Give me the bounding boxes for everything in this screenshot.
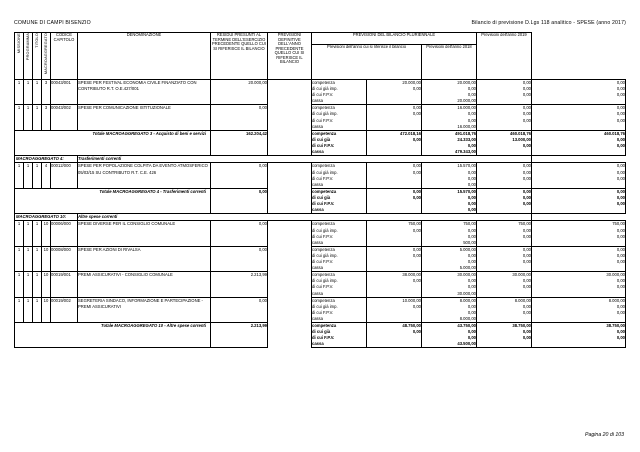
cell-prev-anno: 20.000,00 0,00 0,00 20.000,00 [422, 80, 477, 105]
col-header-missione: MISSIONE [15, 33, 24, 80]
cell-titolo: 1 [33, 246, 42, 271]
cell-macro: 3 [42, 80, 51, 105]
cell-missione: 1 [15, 272, 24, 297]
cell-prev-def: 0,00 0,00 [367, 105, 422, 130]
section-title: MACROAGGREGATO 10: [15, 214, 78, 221]
col-header-macroaggregato: MACROAGGREGATO [42, 33, 51, 80]
cell-prev-2018: 0,00 0,00 0,00 [477, 246, 532, 271]
col-header-prev-2019: Previsioni dell'anno 2019 [477, 33, 532, 80]
document-header [14, 20, 626, 26]
cell-prev-anno: 15.570,00 0,00 0,00 0,00 [422, 163, 477, 188]
cell-missione: 1 [15, 163, 24, 188]
cell-denominazione: SPESE PER COMUNICAZIONE ISTITUZIONALE [78, 105, 211, 130]
budget-table [14, 32, 626, 348]
total-prev-def: 48.750,00 0,00 [367, 322, 422, 347]
cell-titolo: 1 [33, 272, 42, 297]
cell-titolo: 1 [33, 297, 42, 322]
cell-residui: 0,00 [211, 105, 268, 130]
header-document-title: Bilancio di previsione D.Lgs 118 analitico - SPESE (anno 2017) [471, 20, 626, 26]
cell-programma: 1 [24, 80, 33, 105]
cell-prev-def: 0,00 0,00 [367, 163, 422, 188]
cell-codice: 00008/000 [51, 246, 78, 271]
cell-spacer [268, 246, 312, 271]
cell-titolo: 1 [33, 163, 42, 188]
cell-residui: 2.213,99 [211, 272, 268, 297]
cell-prev-def: 20.000,00 0,00 [367, 80, 422, 105]
cell-prev-2019: 30.000,00 0,00 0,00 [532, 272, 626, 297]
cell-prev-2019: 0,00 0,00 0,00 [532, 246, 626, 271]
cell-macro: 10 [42, 221, 51, 246]
cell-prev-anno: 30.000,00 0,00 0,00 30.000,00 [422, 272, 477, 297]
table-row [15, 163, 626, 188]
cell-sublabels: competenza di cui già imp. di cui F.P.V. cassa [312, 272, 367, 297]
total-prev-2019: 38.750,00 0,00 0,00 [532, 322, 626, 347]
col-header-residui: RESIDUI PRESUNTI AL TERMINE DELL'ESERCIZIO PRECEDENTE QUELLO CUI SI RIFERISCE IL BILANCIO [211, 33, 268, 80]
cell-titolo: 1 [33, 221, 42, 246]
cell-prev-2019: 750,00 0,00 0,00 [532, 221, 626, 246]
cell-sublabels: competenza di cui già imp. di cui F.P.V. cassa [312, 221, 367, 246]
cell-prev-def: 10.000,00 0,00 [367, 297, 422, 322]
total-prev-anno: 43.750,00 0,00 0,00 43.500,00 [422, 322, 477, 347]
col-header-pluriennale: PREVISIONI DEL BILANCIO PLURIENNALE [312, 33, 477, 45]
cell-residui: 0,00 [211, 163, 268, 188]
table-header-row-1 [15, 33, 626, 45]
total-sublabels: competenza di cui già di cui F.P.V. cassa [312, 322, 367, 347]
table-row [15, 105, 626, 130]
cell-residui: 20.000,00 [211, 80, 268, 105]
cell-macro: 10 [42, 297, 51, 322]
cell-macro: 3 [42, 105, 51, 130]
section-title: MACROAGGREGATO 4: [15, 156, 78, 163]
cell-prev-2018: 0,00 0,00 0,00 [477, 163, 532, 188]
cell-denominazione: SPESE PER POPOLAZIONE COLPITA DA EVENTO ATMOSFERICO 05/03/15 SU CONTRIBUTO R.T. C.E. 426 [78, 163, 211, 188]
cell-denominazione: SPESE DIVERSE PER IL CONSIGLIO COMUNALE [78, 221, 211, 246]
section-subtitle: Altre spese correnti [78, 214, 532, 221]
col-header-prev-anno: Previsioni dell'anno cui si riferisce il bilancio [312, 45, 422, 80]
cell-spacer [268, 130, 312, 155]
total-row-macro4 [15, 188, 626, 213]
cell-sublabels: competenza di cui già imp. di cui F.P.V. cassa [312, 297, 367, 322]
cell-programma: 1 [24, 221, 33, 246]
total-residui: 0,00 [211, 188, 268, 213]
cell-missione: 1 [15, 221, 24, 246]
total-residui: 2.213,99 [211, 322, 268, 347]
total-prev-2019: 460.018,76 0,00 0,00 [532, 130, 626, 155]
table-row [15, 80, 626, 105]
cell-prev-2019: 0,00 0,00 0,00 [532, 80, 626, 105]
total-residui: 162.204,42 [211, 130, 268, 155]
total-prev-def: 472.018,16 0,00 [367, 130, 422, 155]
cell-spacer [268, 322, 312, 347]
cell-prev-def: 0,00 0,00 [367, 246, 422, 271]
table-row [15, 272, 626, 297]
cell-missione: 1 [15, 246, 24, 271]
cell-sublabels: competenza di cui già imp. di cui F.P.V. cassa [312, 105, 367, 130]
cell-programma: 1 [24, 163, 33, 188]
cell-prev-2018: 0,00 0,00 0,00 [477, 105, 532, 130]
cell-prev-anno: 8.000,00 0,00 0,00 8.000,00 [422, 297, 477, 322]
cell-programma: 1 [24, 272, 33, 297]
col-header-programma: PROGRAMMA [24, 33, 33, 80]
cell-prev-def: 38.000,00 0,00 [367, 272, 422, 297]
cell-prev-anno: 16.000,00 0,00 0,00 16.000,00 [422, 105, 477, 130]
total-row-macro10 [15, 322, 626, 347]
cell-prev-2019: 0,00 0,00 0,00 [532, 105, 626, 130]
cell-prev-2019: 8.000,00 0,00 0,00 [532, 297, 626, 322]
cell-missione: 1 [15, 105, 24, 130]
cell-prev-2018: 8.000,00 0,00 0,00 [477, 297, 532, 322]
cell-prev-2018: 0,00 0,00 0,00 [477, 80, 532, 105]
col-header-denominazione: DENOMINAZIONE [78, 33, 211, 80]
cell-prev-def: 750,00 0,00 [367, 221, 422, 246]
cell-spacer [268, 221, 312, 246]
cell-codice: 00006/000 [51, 221, 78, 246]
total-prev-def: 0,00 0,00 [367, 188, 422, 213]
cell-codice: 00019/002 [51, 297, 78, 322]
cell-programma: 1 [24, 297, 33, 322]
col-header-codice-capitolo: CODICE CAPITOLO [51, 33, 78, 80]
cell-residui: 0,00 [211, 221, 268, 246]
cell-spacer [268, 297, 312, 322]
cell-denominazione: SPESE PER AZIONI DI RIVALSA [78, 246, 211, 271]
total-prev-anno: 491.018,76 24.333,00 0,00 479.343,00 [422, 130, 477, 155]
page-number: Pagina 20 di 103 [585, 432, 624, 438]
cell-missione: 1 [15, 297, 24, 322]
cell-denominazione: PREMI ASSICURATIVI - CONSIGLIO COMUNALE [78, 272, 211, 297]
cell-prev-2018: 750,00 0,00 0,00 [477, 221, 532, 246]
col-header-titolo: TITOLO [33, 33, 42, 80]
cell-residui: 0,00 [211, 246, 268, 271]
total-label: Totale MACROAGGREGATO 3 - Acquisto di beni e servizi [15, 130, 211, 155]
cell-prev-2018: 30.000,00 0,00 0,00 [477, 272, 532, 297]
cell-denominazione: SPESE PER FESTIVAL ECONOMIA CIVILE FINANZIATO CON CONTRIBUTO R.T. O.E.427/001 [78, 80, 211, 105]
cell-spacer [268, 188, 312, 213]
section-subtitle: Trasferimenti correnti [78, 156, 532, 163]
cell-prev-anno: 750,00 0,00 0,00 500,00 [422, 221, 477, 246]
cell-macro: 4 [42, 163, 51, 188]
header-entity-name: COMUNE DI CAMPI BISENZIO [14, 20, 91, 26]
section-header-macro10 [15, 214, 626, 221]
cell-macro: 10 [42, 272, 51, 297]
total-prev-anno: 15.570,00 0,00 0,00 0,00 [422, 188, 477, 213]
cell-programma: 1 [24, 105, 33, 130]
table-row [15, 297, 626, 322]
cell-spacer [268, 163, 312, 188]
cell-denominazione: SEGRETERIA SINDACO, INFORMAZIONE E PARTECIPAZIONE - PREMI ASSICURATIVI [78, 297, 211, 322]
cell-macro: 10 [42, 246, 51, 271]
cell-spacer [268, 272, 312, 297]
col-header-previsioni-definitive: PREVISIONI DEFINITIVE DELL'ANNO PRECEDENTE QUELLO CUI SI RIFERISCE IL BILANCIO [268, 33, 312, 80]
cell-sublabels: competenza di cui già imp. di cui F.P.V. cassa [312, 163, 367, 188]
total-row-macro3 [15, 130, 626, 155]
table-row [15, 221, 626, 246]
cell-residui: 0,00 [211, 297, 268, 322]
total-prev-2018: 38.750,00 0,00 0,00 [477, 322, 532, 347]
cell-spacer [268, 80, 312, 105]
cell-titolo: 1 [33, 80, 42, 105]
cell-codice: 00012/000 [51, 163, 78, 188]
total-label: Totale MACROAGGREGATO 4 - Trasferimenti correnti [15, 188, 211, 213]
cell-sublabels: competenza di cui già imp. di cui F.P.V. cassa [312, 80, 367, 105]
total-sublabels: competenza di cui già di cui F.P.V. cassa [312, 188, 367, 213]
total-label: Totale MACROAGGREGATO 10 - Altre spese correnti [15, 322, 211, 347]
cell-missione: 1 [15, 80, 24, 105]
table-row [15, 246, 626, 271]
cell-codice: 00043/002 [51, 105, 78, 130]
total-sublabels: competenza di cui già di cui F.P.V. cassa [312, 130, 367, 155]
cell-sublabels: competenza di cui già imp. di cui F.P.V. cassa [312, 246, 367, 271]
total-prev-2018: 0,00 0,00 0,00 [477, 188, 532, 213]
total-prev-2018: 460.018,76 13.000,00 0,00 [477, 130, 532, 155]
total-prev-2019: 0,00 0,00 0,00 [532, 188, 626, 213]
section-header-macro4 [15, 156, 626, 163]
cell-prev-2019: 0,00 0,00 0,00 [532, 163, 626, 188]
cell-prev-anno: 5.000,00 0,00 0,00 5.000,00 [422, 246, 477, 271]
cell-codice: 00019/001 [51, 272, 78, 297]
cell-spacer [268, 105, 312, 130]
cell-programma: 1 [24, 246, 33, 271]
col-header-prev-2018: Previsioni dell'anno 2018 [422, 45, 477, 80]
cell-titolo: 1 [33, 105, 42, 130]
cell-codice: 00043/001 [51, 80, 78, 105]
